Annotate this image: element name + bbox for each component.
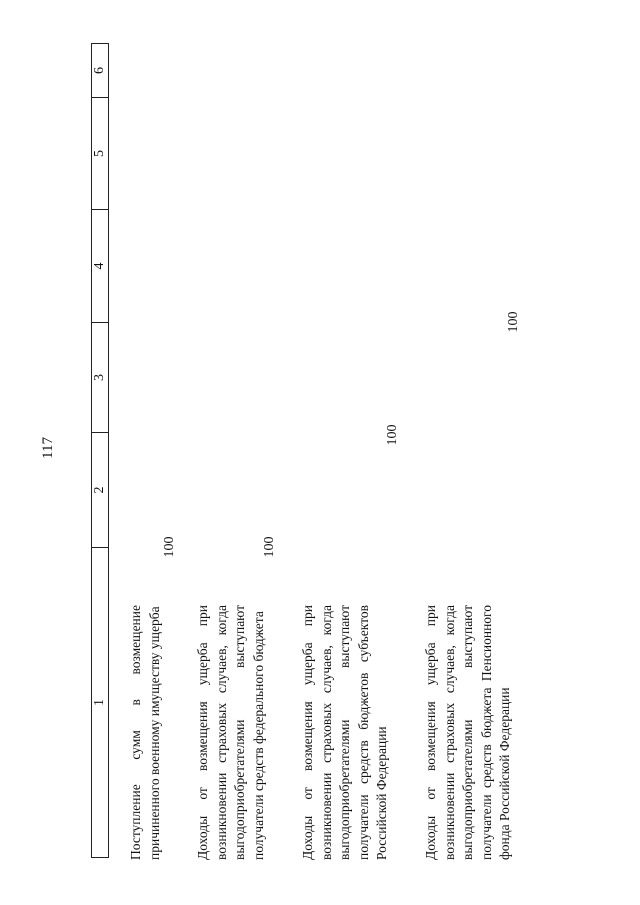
table-cell-value: 100 — [385, 424, 400, 446]
column-header-6: 6 — [92, 67, 107, 74]
column-header-2: 2 — [92, 432, 108, 547]
table-cell-value: 100 — [506, 311, 521, 333]
column-header-3: 3 — [92, 322, 108, 432]
table-row-label: Доходы от возмещения ущерба при возникновении страховых случаев, когда выгодоприобретателями выступают получатели средств бюджетов субъектов Российской Федерации — [300, 605, 389, 860]
table-cell-value: 100 — [262, 536, 277, 558]
column-header-4: 4 — [92, 209, 108, 322]
page-number: 117 — [40, 437, 56, 459]
table-row-label: Поступление сумм в возмещение причиненного военному имуществу ущерба — [128, 605, 162, 860]
table-header-row — [91, 43, 109, 858]
table-row-label: Доходы от возмещения ущерба при возникновении страховых случаев, когда выгодоприобретателями выступают получатели средств федерального бюджета — [195, 605, 266, 860]
column-header-5: 5 — [92, 97, 108, 209]
table-row-label: Доходы от возмещения ущерба при возникновении страховых случаев, когда выгодоприобретателями выступают получатели средств бюджета Пенсионного фонда Российской Федерации — [423, 605, 512, 860]
column-header-1: 1 — [92, 547, 108, 857]
table-cell-value: 100 — [162, 536, 177, 558]
